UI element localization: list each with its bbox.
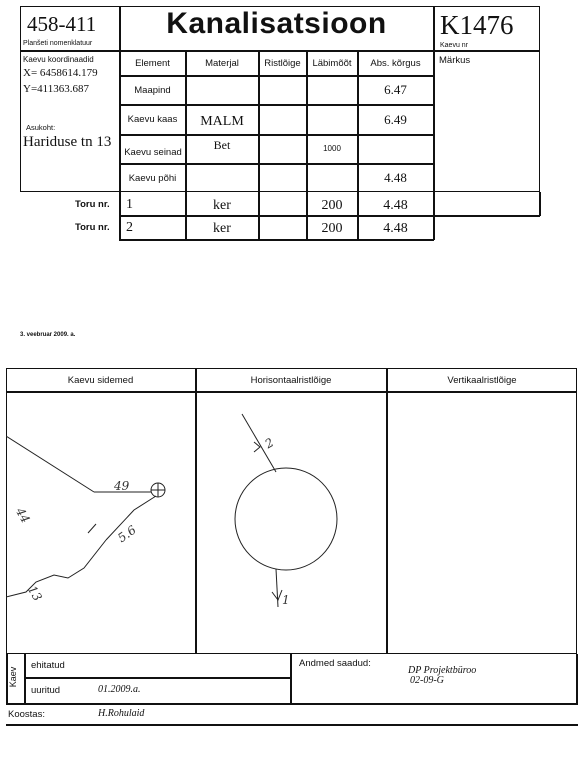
measured-value: 01.2009.a. bbox=[98, 684, 141, 695]
tie-mark: 44 bbox=[12, 505, 33, 526]
location-label: Asukoht: bbox=[26, 123, 56, 132]
tie-line bbox=[6, 436, 94, 492]
divider bbox=[539, 192, 541, 216]
pipe-material: ker bbox=[213, 198, 231, 213]
source-code: 02-09-G bbox=[410, 675, 444, 686]
divider bbox=[6, 724, 578, 726]
source-label: Andmed saadud: bbox=[299, 658, 371, 669]
pipe-diameter: 200 bbox=[321, 221, 343, 236]
coordinate-y: Y=411363.687 bbox=[23, 83, 89, 95]
page-title: Kanalisatsioon bbox=[166, 7, 387, 40]
measured-label: uuritud bbox=[31, 685, 61, 696]
col-header-diameter: Läbimõõt bbox=[312, 57, 352, 69]
tie-line bbox=[6, 540, 106, 597]
tie-mark: 13 bbox=[24, 583, 45, 604]
col-header-material: Materjal bbox=[205, 57, 239, 69]
table-row-element: Maapind bbox=[134, 84, 171, 96]
table-row-abs-height: 4.48 bbox=[384, 170, 407, 185]
nomenclature-number: 458-411 bbox=[27, 12, 97, 36]
well-number: K1476 bbox=[440, 10, 514, 40]
pipe-material: ker bbox=[213, 221, 231, 236]
pipe-abs-height: 4.48 bbox=[383, 198, 408, 213]
nomenclature-label: Planšeti nomenklatuur bbox=[23, 40, 93, 47]
divider bbox=[576, 654, 578, 704]
col-header-remarks: Märkus bbox=[439, 55, 471, 66]
table-row-abs-height: 6.47 bbox=[384, 82, 407, 97]
panel-title-ties: Kaevu sidemed bbox=[67, 374, 134, 386]
divider bbox=[119, 239, 434, 241]
coordinates-label: Kaevu koordinaadid bbox=[23, 55, 94, 64]
col-header-element: Element bbox=[135, 57, 170, 69]
pipe-number: 2 bbox=[126, 220, 133, 235]
source-value: DP Projektbüroo bbox=[408, 665, 477, 676]
table-row-element: Kaevu põhi bbox=[128, 172, 177, 184]
tie-mark: 5.6 bbox=[115, 522, 139, 546]
table-row-material: Bet bbox=[213, 137, 231, 152]
table-row-material: MALM bbox=[200, 113, 244, 129]
date-note: 3. veebruar 2009. a. bbox=[20, 332, 76, 338]
col-header-cross-section: Ristlõige bbox=[264, 57, 301, 69]
divider bbox=[6, 703, 578, 705]
well-outline bbox=[235, 468, 337, 570]
table-row-element: Kaevu seinad bbox=[124, 147, 182, 158]
table-row-element: Kaevu kaas bbox=[127, 114, 178, 125]
panel-title-vertical: Vertikaalristlõige bbox=[447, 374, 517, 386]
pipe-mark: 2 bbox=[262, 435, 277, 452]
well-number-label: Kaevu nr bbox=[440, 42, 469, 49]
author-value: H.Rohulaid bbox=[98, 708, 145, 719]
table-row-diameter: 1000 bbox=[323, 143, 341, 153]
pipe-mark: 1 bbox=[282, 593, 290, 607]
ties-sketch bbox=[6, 392, 195, 654]
divider bbox=[119, 134, 434, 136]
author-label: Koostas: bbox=[8, 709, 45, 720]
location-value: Hariduse tn 13 bbox=[23, 134, 112, 150]
side-label: Kaev bbox=[8, 666, 18, 688]
pipe-diameter: 200 bbox=[321, 198, 343, 213]
divider bbox=[258, 50, 260, 240]
divider bbox=[433, 192, 435, 240]
divider bbox=[290, 654, 292, 704]
pipe-number: 1 bbox=[126, 197, 133, 212]
table-row-abs-height: 6.49 bbox=[384, 111, 407, 127]
tie-mark: 49 bbox=[114, 479, 130, 493]
tie-line bbox=[88, 524, 96, 533]
horizontal-section-sketch bbox=[196, 392, 386, 654]
coordinate-x: X= 6458614.179 bbox=[23, 67, 98, 79]
pipe-line bbox=[276, 569, 278, 607]
built-label: ehitatud bbox=[31, 660, 65, 671]
divider bbox=[24, 677, 291, 679]
divider bbox=[386, 368, 388, 654]
pipe-label: Toru nr. bbox=[75, 199, 110, 210]
col-header-abs-height: Abs. kõrgus bbox=[370, 57, 421, 69]
pipe-label: Toru nr. bbox=[75, 222, 110, 233]
panel-title-horizontal: Horisontaalristlõige bbox=[250, 374, 332, 386]
divider bbox=[24, 654, 26, 704]
pipe-abs-height: 4.48 bbox=[383, 221, 408, 236]
